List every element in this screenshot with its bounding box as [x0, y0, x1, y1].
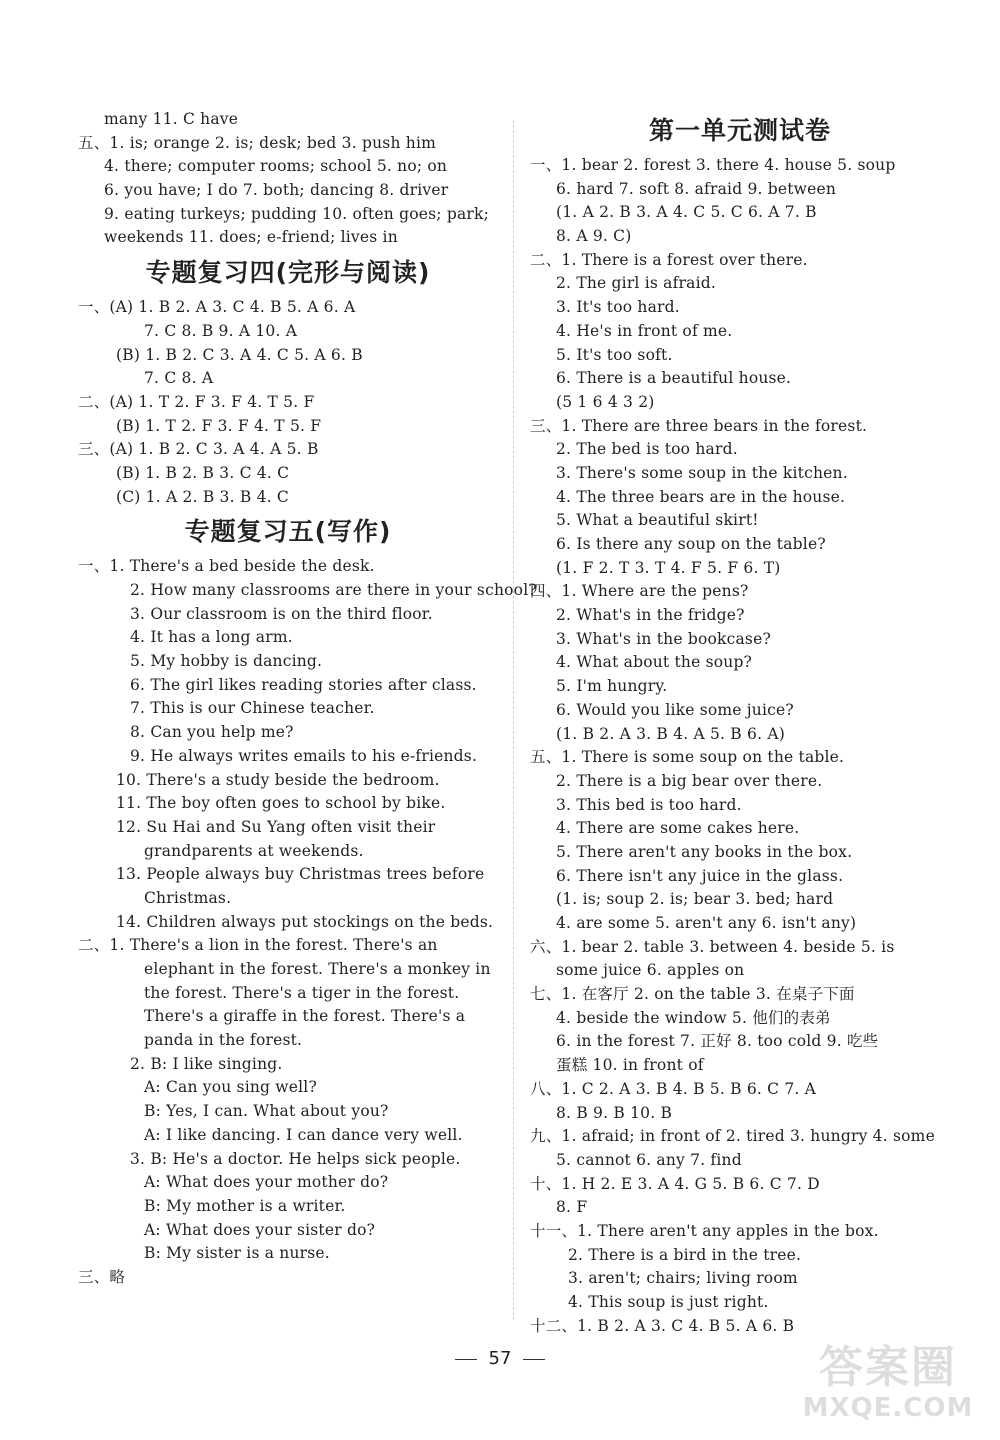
answer-line: 6. Is there any soup on the table? — [556, 535, 826, 553]
watermark-logo — [788, 1342, 988, 1432]
answer-line: 5. What a beautiful skirt! — [556, 511, 759, 530]
answer-line: 6. The girl likes reading stories after class. — [130, 675, 477, 694]
answer-line: weekends 11. does; e-friend; lives in — [104, 228, 398, 247]
answer-line: elephant in the forest. There's a monkey in — [144, 960, 491, 978]
answer-line: 9. eating turkeys; pudding 10. often goes; park; — [104, 204, 490, 223]
answer-line: 蛋糕 10. in front of — [556, 1056, 704, 1075]
page-number-dash-right — [523, 1359, 545, 1360]
answer-line: 5. My hobby is dancing. — [130, 652, 323, 671]
answer-line: panda in the forest. — [144, 1031, 303, 1050]
answer-line: 二、(A) 1. T 2. F 3. F 4. T 5. F — [78, 392, 315, 411]
section-heading: 专题复习四(完形与阅读) — [145, 258, 431, 288]
answer-line: 七、1. 在客厅 2. on the table 3. 在桌子下面 — [530, 985, 855, 1004]
answer-line: 十、1. H 2. E 3. A 4. G 5. B 6. C 7. D — [530, 1174, 820, 1193]
answer-line: some juice 6. apples on — [556, 961, 745, 980]
answer-line: (1. is; soup 2. is; bear 3. bed; hard — [556, 890, 834, 909]
answer-line: (1. A 2. B 3. A 4. C 5. C 6. A 7. B — [556, 203, 817, 222]
answer-line: 8. F — [556, 1198, 588, 1217]
answer-line: 6. There isn't any juice in the glass. — [556, 866, 844, 885]
left-column — [78, 108, 537, 1290]
answer-line: A: What does your mother do? — [144, 1173, 389, 1192]
answer-line: 6. There is a beautiful house. — [556, 369, 792, 388]
answer-line: 7. This is our Chinese teacher. — [130, 699, 375, 718]
answer-line: many 11. C have — [104, 110, 239, 128]
answer-line: 6. hard 7. soft 8. afraid 9. between — [556, 179, 837, 198]
answer-line: 7. C 8. B 9. A 10. A — [144, 321, 298, 340]
answer-line: 一、1. There's a bed beside the desk. — [78, 557, 375, 576]
answer-line: 4. This soup is just right. — [568, 1293, 769, 1311]
answer-line: 2. How many classrooms are there in your school? — [130, 581, 537, 599]
answer-line: 5. It's too soft. — [556, 345, 673, 364]
answer-line: 二、1. There is a forest over there. — [530, 250, 808, 269]
answer-line: the forest. There's a tiger in the forest. — [144, 983, 460, 1002]
answer-line: 3. B: He's a doctor. He helps sick people. — [130, 1149, 461, 1168]
watermark-sub-text: MXQE.COM — [802, 1393, 974, 1423]
answer-line: B: My mother is a writer. — [144, 1196, 346, 1215]
answer-line: 14. Children always put stockings on the beds. — [116, 912, 494, 931]
answer-line: 3. There's some soup in the kitchen. — [556, 463, 848, 482]
answer-line: 4. It has a long arm. — [130, 628, 293, 647]
answer-line: 7. C 8. A — [144, 369, 214, 388]
answer-line: (B) 1. B 2. B 3. C 4. C — [116, 463, 290, 482]
answer-line: 3. What's in the bookcase? — [556, 629, 771, 648]
answer-line: 4. There are some cakes here. — [556, 819, 800, 838]
answer-line: 三、1. There are three bears in the forest. — [530, 416, 868, 435]
answer-line: 三、略 — [78, 1267, 126, 1286]
answer-line: 8. A 9. C) — [556, 227, 632, 246]
answer-line: 4. He's in front of me. — [556, 321, 733, 340]
answer-line: 4. The three bears are in the house. — [556, 487, 846, 506]
answer-line: 4. beside the window 5. 他们的表弟 — [556, 1008, 831, 1027]
answer-line: 8. Can you help me? — [130, 723, 294, 742]
answer-line: 6. in the forest 7. 正好 8. too cold 9. 吃些 — [556, 1032, 879, 1051]
answer-line: There's a giraffe in the forest. There's a — [144, 1007, 466, 1026]
answer-line: (1. B 2. A 3. B 4. A 5. B 6. A) — [556, 724, 785, 743]
answer-line: (1. F 2. T 3. T 4. F 5. F 6. T) — [556, 558, 781, 577]
page-number-text: 57 — [488, 1348, 512, 1369]
answer-line: 五、1. is; orange 2. is; desk; bed 3. push him — [78, 133, 436, 152]
section-heading: 第一单元测试卷 — [648, 116, 831, 145]
answer-line: 9. He always writes emails to his e-friends. — [130, 746, 478, 765]
watermark-main-text: 答案圈 — [819, 1342, 957, 1393]
answer-line: 4. there; computer rooms; school 5. no; on — [104, 157, 448, 176]
answer-line: 6. you have; I do 7. both; dancing 8. driver — [104, 181, 449, 200]
answer-line: 13. People always buy Christmas trees before — [116, 865, 485, 884]
answer-line: 10. There's a study beside the bedroom. — [116, 770, 440, 789]
answer-line: 3. aren't; chairs; living room — [568, 1269, 798, 1288]
answer-line: 4. are some 5. aren't any 6. isn't any) — [556, 914, 857, 932]
answer-line: A: Can you sing well? — [144, 1078, 317, 1097]
answer-line: 5. I'm hungry. — [556, 677, 668, 696]
answer-line: (B) 1. T 2. F 3. F 4. T 5. F — [116, 416, 322, 435]
answer-line: B: My sister is a nurse. — [144, 1244, 330, 1263]
answer-line: 5. cannot 6. any 7. find — [556, 1150, 742, 1169]
answer-line: 九、1. afraid; in front of 2. tired 3. hungry 4. some — [530, 1127, 935, 1146]
answer-line: 十一、1. There aren't any apples in the box. — [530, 1221, 879, 1240]
answer-line: 三、(A) 1. B 2. C 3. A 4. A 5. B — [78, 440, 319, 459]
answer-line: 一、(A) 1. B 2. A 3. C 4. B 5. A 6. A — [78, 298, 356, 317]
column-divider — [513, 120, 514, 1320]
answer-line: 4. What about the soup? — [556, 653, 753, 672]
answer-line: 3. This bed is too hard. — [556, 795, 742, 814]
answer-line: 十二、1. B 2. A 3. C 4. B 5. A 6. B — [530, 1316, 795, 1335]
answer-line: 2. The bed is too hard. — [556, 440, 738, 459]
answer-line: 2. B: I like singing. — [130, 1054, 283, 1073]
answer-line: 五、1. There is some soup on the table. — [530, 748, 845, 767]
section-heading: 专题复习五(写作) — [184, 517, 392, 547]
answer-line: 8. B 9. B 10. B — [556, 1103, 673, 1122]
answer-line: B: Yes, I can. What about you? — [144, 1102, 389, 1121]
answer-line: 11. The boy often goes to school by bike. — [116, 794, 446, 813]
answer-line: 一、1. bear 2. forest 3. there 4. house 5. soup — [530, 156, 896, 174]
answer-line: 六、1. bear 2. table 3. between 4. beside 5. is — [530, 937, 895, 956]
answer-line: grandparents at weekends. — [144, 841, 364, 860]
answer-line: A: I like dancing. I can dance very well. — [144, 1125, 463, 1144]
answer-line: 二、1. There's a lion in the forest. There's an — [78, 936, 438, 955]
answer-line: 3. Our classroom is on the third floor. — [130, 604, 433, 623]
answer-line: (C) 1. A 2. B 3. B 4. C — [116, 487, 289, 506]
answer-line: Christmas. — [144, 888, 232, 907]
answer-line: 2. There is a bird in the tree. — [568, 1245, 802, 1264]
answer-line: 6. Would you like some juice? — [556, 700, 794, 719]
answer-line: 5. There aren't any books in the box. — [556, 842, 853, 861]
right-column — [530, 108, 950, 1338]
answer-line: 3. It's too hard. — [556, 298, 680, 317]
answer-line: (B) 1. B 2. C 3. A 4. C 5. A 6. B — [116, 345, 363, 364]
answer-line: 八、1. C 2. A 3. B 4. B 5. B 6. C 7. A — [530, 1079, 817, 1098]
answer-line: 2. The girl is afraid. — [556, 274, 716, 293]
answer-line: A: What does your sister do? — [144, 1220, 376, 1239]
answer-line: 2. There is a big bear over there. — [556, 771, 823, 790]
answer-line: 四、1. Where are the pens? — [530, 582, 749, 601]
answer-line: 2. What's in the fridge? — [556, 606, 745, 625]
answer-line: (5 1 6 4 3 2) — [556, 392, 655, 411]
page-number-dash-left — [455, 1359, 477, 1360]
answer-line: 12. Su Hai and Su Yang often visit their — [116, 817, 436, 836]
